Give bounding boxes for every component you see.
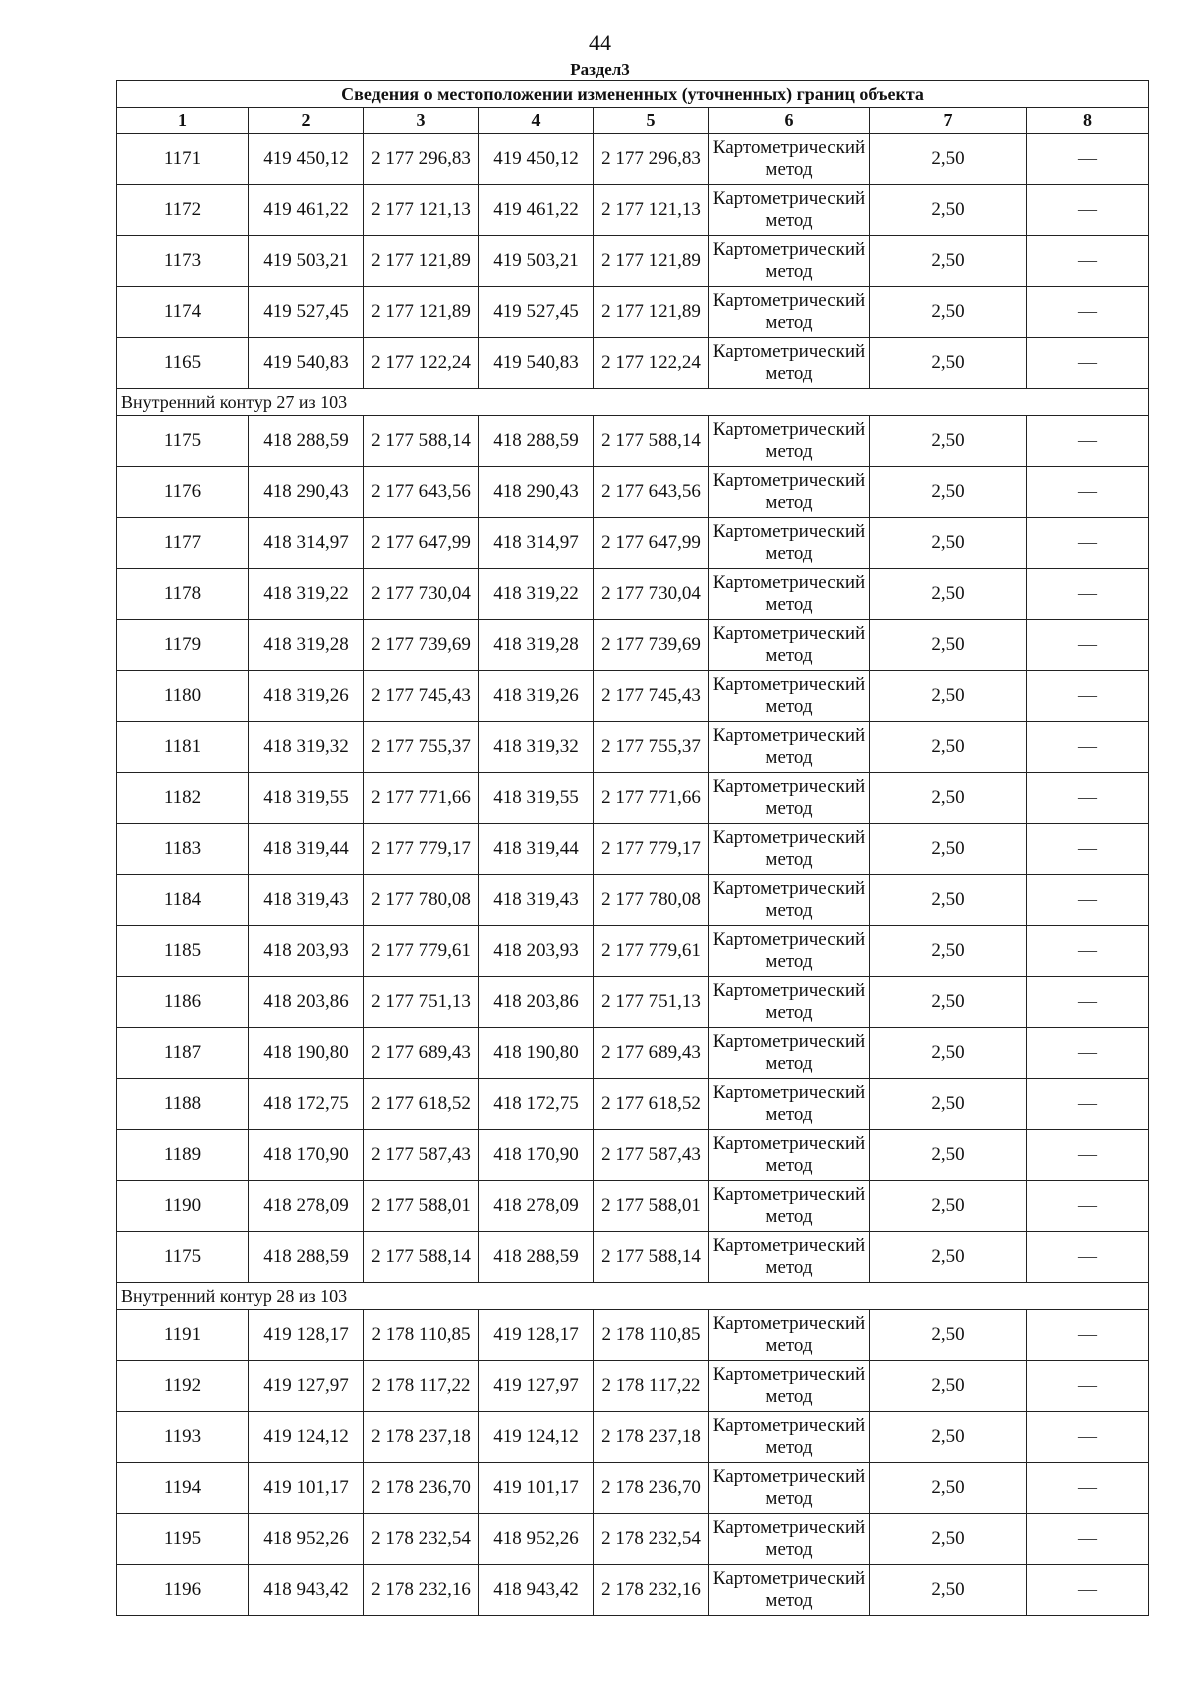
- accuracy-cell: 2,50: [870, 1565, 1027, 1616]
- y-old-cell: 2 178 110,85: [364, 1310, 479, 1361]
- x-old-cell: 418 314,97: [249, 518, 364, 569]
- table-caption: Сведения о местоположении измененных (уточненных) границ объекта: [117, 81, 1149, 108]
- accuracy-cell: 2,50: [870, 467, 1027, 518]
- description-cell: —: [1027, 1361, 1149, 1412]
- description-cell: —: [1027, 926, 1149, 977]
- point-number-cell: 1186: [117, 977, 249, 1028]
- point-number-cell: 1193: [117, 1412, 249, 1463]
- y-old-cell: 2 177 771,66: [364, 773, 479, 824]
- y-new-cell: 2 177 689,43: [594, 1028, 709, 1079]
- accuracy-cell: 2,50: [870, 1079, 1027, 1130]
- method-cell: Картометрический метод: [709, 1181, 870, 1232]
- table-caption-row: [117, 81, 1149, 108]
- point-number-cell: 1185: [117, 926, 249, 977]
- y-old-cell: 2 177 730,04: [364, 569, 479, 620]
- x-old-cell: 419 101,17: [249, 1463, 364, 1514]
- point-number-cell: 1189: [117, 1130, 249, 1181]
- x-old-cell: 418 319,44: [249, 824, 364, 875]
- table-row: [117, 1028, 1149, 1079]
- y-old-cell: 2 177 588,01: [364, 1181, 479, 1232]
- table-row: [117, 1514, 1149, 1565]
- accuracy-cell: 2,50: [870, 1412, 1027, 1463]
- table-row: [117, 773, 1149, 824]
- y-old-cell: 2 178 232,54: [364, 1514, 479, 1565]
- description-cell: —: [1027, 620, 1149, 671]
- y-new-cell: 2 177 647,99: [594, 518, 709, 569]
- x-old-cell: 418 288,59: [249, 416, 364, 467]
- point-number-cell: 1173: [117, 236, 249, 287]
- x-old-cell: 418 203,86: [249, 977, 364, 1028]
- x-old-cell: 418 288,59: [249, 1232, 364, 1283]
- y-new-cell: 2 177 779,17: [594, 824, 709, 875]
- y-old-cell: 2 178 117,22: [364, 1361, 479, 1412]
- column-number: 8: [1027, 108, 1149, 134]
- table-row: [117, 1463, 1149, 1514]
- contour-header-row: [117, 389, 1149, 416]
- accuracy-cell: 2,50: [870, 1028, 1027, 1079]
- table-row: [117, 1565, 1149, 1616]
- point-number-cell: 1190: [117, 1181, 249, 1232]
- point-number-cell: 1195: [117, 1514, 249, 1565]
- table-row: [117, 416, 1149, 467]
- description-cell: —: [1027, 1130, 1149, 1181]
- x-new-cell: 418 952,26: [479, 1514, 594, 1565]
- y-new-cell: 2 177 739,69: [594, 620, 709, 671]
- column-number-row: [117, 108, 1149, 134]
- y-new-cell: 2 177 779,61: [594, 926, 709, 977]
- method-cell: Картометрический метод: [709, 518, 870, 569]
- x-new-cell: 418 319,32: [479, 722, 594, 773]
- accuracy-cell: 2,50: [870, 134, 1027, 185]
- x-old-cell: 419 124,12: [249, 1412, 364, 1463]
- accuracy-cell: 2,50: [870, 185, 1027, 236]
- description-cell: —: [1027, 977, 1149, 1028]
- description-cell: —: [1027, 1412, 1149, 1463]
- table-row: [117, 1181, 1149, 1232]
- point-number-cell: 1171: [117, 134, 249, 185]
- x-new-cell: 418 170,90: [479, 1130, 594, 1181]
- point-number-cell: 1178: [117, 569, 249, 620]
- method-cell: Картометрический метод: [709, 1079, 870, 1130]
- x-old-cell: 419 128,17: [249, 1310, 364, 1361]
- y-old-cell: 2 177 121,89: [364, 287, 479, 338]
- accuracy-cell: 2,50: [870, 773, 1027, 824]
- x-old-cell: 418 319,22: [249, 569, 364, 620]
- point-number-cell: 1174: [117, 287, 249, 338]
- y-old-cell: 2 177 755,37: [364, 722, 479, 773]
- y-new-cell: 2 177 751,13: [594, 977, 709, 1028]
- point-number-cell: 1183: [117, 824, 249, 875]
- x-new-cell: 419 127,97: [479, 1361, 594, 1412]
- description-cell: —: [1027, 185, 1149, 236]
- point-number-cell: 1196: [117, 1565, 249, 1616]
- table-row: [117, 824, 1149, 875]
- description-cell: —: [1027, 671, 1149, 722]
- method-cell: Картометрический метод: [709, 416, 870, 467]
- x-old-cell: 418 190,80: [249, 1028, 364, 1079]
- accuracy-cell: 2,50: [870, 518, 1027, 569]
- table-row: [117, 671, 1149, 722]
- y-old-cell: 2 178 237,18: [364, 1412, 479, 1463]
- point-number-cell: 1179: [117, 620, 249, 671]
- x-new-cell: 419 503,21: [479, 236, 594, 287]
- y-new-cell: 2 177 588,01: [594, 1181, 709, 1232]
- description-cell: —: [1027, 1514, 1149, 1565]
- y-new-cell: 2 178 236,70: [594, 1463, 709, 1514]
- point-number-cell: 1175: [117, 1232, 249, 1283]
- column-number: 1: [117, 108, 249, 134]
- y-new-cell: 2 177 745,43: [594, 671, 709, 722]
- point-number-cell: 1172: [117, 185, 249, 236]
- table-row: [117, 467, 1149, 518]
- y-old-cell: 2 177 739,69: [364, 620, 479, 671]
- x-old-cell: 419 503,21: [249, 236, 364, 287]
- table-row: [117, 875, 1149, 926]
- method-cell: Картометрический метод: [709, 1130, 870, 1181]
- y-new-cell: 2 177 618,52: [594, 1079, 709, 1130]
- point-number-cell: 1184: [117, 875, 249, 926]
- table-row: [117, 1412, 1149, 1463]
- x-old-cell: 418 943,42: [249, 1565, 364, 1616]
- y-new-cell: 2 178 232,54: [594, 1514, 709, 1565]
- method-cell: Картометрический метод: [709, 287, 870, 338]
- method-cell: Картометрический метод: [709, 620, 870, 671]
- method-cell: Картометрический метод: [709, 467, 870, 518]
- table-row: [117, 185, 1149, 236]
- method-cell: Картометрический метод: [709, 134, 870, 185]
- table-row: [117, 134, 1149, 185]
- method-cell: Картометрический метод: [709, 1361, 870, 1412]
- column-number: 2: [249, 108, 364, 134]
- y-new-cell: 2 177 780,08: [594, 875, 709, 926]
- point-number-cell: 1180: [117, 671, 249, 722]
- y-new-cell: 2 177 588,14: [594, 1232, 709, 1283]
- x-new-cell: 418 290,43: [479, 467, 594, 518]
- table-row: [117, 518, 1149, 569]
- description-cell: —: [1027, 467, 1149, 518]
- point-number-cell: 1177: [117, 518, 249, 569]
- accuracy-cell: 2,50: [870, 338, 1027, 389]
- description-cell: —: [1027, 236, 1149, 287]
- y-new-cell: 2 177 730,04: [594, 569, 709, 620]
- x-new-cell: 419 128,17: [479, 1310, 594, 1361]
- description-cell: —: [1027, 569, 1149, 620]
- x-new-cell: 418 190,80: [479, 1028, 594, 1079]
- x-new-cell: 418 278,09: [479, 1181, 594, 1232]
- method-cell: Картометрический метод: [709, 722, 870, 773]
- x-new-cell: 419 527,45: [479, 287, 594, 338]
- y-new-cell: 2 177 643,56: [594, 467, 709, 518]
- accuracy-cell: 2,50: [870, 926, 1027, 977]
- x-new-cell: 419 124,12: [479, 1412, 594, 1463]
- accuracy-cell: 2,50: [870, 722, 1027, 773]
- accuracy-cell: 2,50: [870, 977, 1027, 1028]
- method-cell: Картометрический метод: [709, 977, 870, 1028]
- accuracy-cell: 2,50: [870, 1181, 1027, 1232]
- y-new-cell: 2 177 755,37: [594, 722, 709, 773]
- accuracy-cell: 2,50: [870, 824, 1027, 875]
- method-cell: Картометрический метод: [709, 1565, 870, 1616]
- method-cell: Картометрический метод: [709, 1514, 870, 1565]
- x-old-cell: 418 319,28: [249, 620, 364, 671]
- method-cell: Картометрический метод: [709, 824, 870, 875]
- x-old-cell: 419 527,45: [249, 287, 364, 338]
- table-row: [117, 722, 1149, 773]
- x-old-cell: 418 203,93: [249, 926, 364, 977]
- point-number-cell: 1194: [117, 1463, 249, 1514]
- description-cell: —: [1027, 1463, 1149, 1514]
- accuracy-cell: 2,50: [870, 1361, 1027, 1412]
- x-old-cell: 419 450,12: [249, 134, 364, 185]
- y-old-cell: 2 177 647,99: [364, 518, 479, 569]
- accuracy-cell: 2,50: [870, 1232, 1027, 1283]
- y-old-cell: 2 177 689,43: [364, 1028, 479, 1079]
- y-new-cell: 2 178 232,16: [594, 1565, 709, 1616]
- accuracy-cell: 2,50: [870, 1514, 1027, 1565]
- x-new-cell: 418 319,43: [479, 875, 594, 926]
- x-old-cell: 418 290,43: [249, 467, 364, 518]
- point-number-cell: 1175: [117, 416, 249, 467]
- description-cell: —: [1027, 287, 1149, 338]
- table-row: [117, 1361, 1149, 1412]
- column-number: 4: [479, 108, 594, 134]
- accuracy-cell: 2,50: [870, 287, 1027, 338]
- y-new-cell: 2 177 296,83: [594, 134, 709, 185]
- table-row: [117, 1232, 1149, 1283]
- method-cell: Картометрический метод: [709, 338, 870, 389]
- description-cell: —: [1027, 134, 1149, 185]
- accuracy-cell: 2,50: [870, 236, 1027, 287]
- description-cell: —: [1027, 1232, 1149, 1283]
- method-cell: Картометрический метод: [709, 1310, 870, 1361]
- description-cell: —: [1027, 1028, 1149, 1079]
- point-number-cell: 1191: [117, 1310, 249, 1361]
- method-cell: Картометрический метод: [709, 1463, 870, 1514]
- x-new-cell: 418 319,28: [479, 620, 594, 671]
- contour-label: Внутренний контур 28 из 103: [117, 1283, 1149, 1310]
- accuracy-cell: 2,50: [870, 671, 1027, 722]
- description-cell: —: [1027, 338, 1149, 389]
- y-old-cell: 2 177 745,43: [364, 671, 479, 722]
- column-number: 3: [364, 108, 479, 134]
- description-cell: —: [1027, 1310, 1149, 1361]
- y-old-cell: 2 177 588,14: [364, 1232, 479, 1283]
- description-cell: —: [1027, 1181, 1149, 1232]
- boundary-table: [116, 80, 1149, 1616]
- y-old-cell: 2 177 121,89: [364, 236, 479, 287]
- description-cell: —: [1027, 875, 1149, 926]
- point-number-cell: 1192: [117, 1361, 249, 1412]
- table-row: [117, 569, 1149, 620]
- point-number-cell: 1165: [117, 338, 249, 389]
- x-new-cell: 418 288,59: [479, 416, 594, 467]
- x-new-cell: 418 314,97: [479, 518, 594, 569]
- y-new-cell: 2 177 771,66: [594, 773, 709, 824]
- x-new-cell: 419 461,22: [479, 185, 594, 236]
- x-old-cell: 418 952,26: [249, 1514, 364, 1565]
- x-new-cell: 419 101,17: [479, 1463, 594, 1514]
- x-new-cell: 418 319,44: [479, 824, 594, 875]
- x-old-cell: 419 461,22: [249, 185, 364, 236]
- table-row: [117, 926, 1149, 977]
- y-old-cell: 2 177 780,08: [364, 875, 479, 926]
- x-old-cell: 418 319,43: [249, 875, 364, 926]
- accuracy-cell: 2,50: [870, 1310, 1027, 1361]
- y-old-cell: 2 178 232,16: [364, 1565, 479, 1616]
- point-number-cell: 1187: [117, 1028, 249, 1079]
- column-number: 6: [709, 108, 870, 134]
- x-old-cell: 418 319,26: [249, 671, 364, 722]
- table-row: [117, 287, 1149, 338]
- method-cell: Картометрический метод: [709, 1412, 870, 1463]
- description-cell: —: [1027, 824, 1149, 875]
- description-cell: —: [1027, 722, 1149, 773]
- y-old-cell: 2 177 779,61: [364, 926, 479, 977]
- y-old-cell: 2 177 122,24: [364, 338, 479, 389]
- method-cell: Картометрический метод: [709, 569, 870, 620]
- y-old-cell: 2 177 587,43: [364, 1130, 479, 1181]
- x-old-cell: 419 127,97: [249, 1361, 364, 1412]
- method-cell: Картометрический метод: [709, 773, 870, 824]
- table-row: [117, 1079, 1149, 1130]
- y-old-cell: 2 177 588,14: [364, 416, 479, 467]
- contour-header-row: [117, 1283, 1149, 1310]
- accuracy-cell: 2,50: [870, 416, 1027, 467]
- y-new-cell: 2 177 121,89: [594, 236, 709, 287]
- description-cell: —: [1027, 773, 1149, 824]
- y-old-cell: 2 177 643,56: [364, 467, 479, 518]
- description-cell: —: [1027, 416, 1149, 467]
- column-number: 5: [594, 108, 709, 134]
- point-number-cell: 1182: [117, 773, 249, 824]
- x-new-cell: 418 203,93: [479, 926, 594, 977]
- y-old-cell: 2 177 296,83: [364, 134, 479, 185]
- x-old-cell: 418 170,90: [249, 1130, 364, 1181]
- y-new-cell: 2 178 237,18: [594, 1412, 709, 1463]
- y-old-cell: 2 177 618,52: [364, 1079, 479, 1130]
- x-new-cell: 418 943,42: [479, 1565, 594, 1616]
- x-new-cell: 419 450,12: [479, 134, 594, 185]
- y-old-cell: 2 177 751,13: [364, 977, 479, 1028]
- y-old-cell: 2 178 236,70: [364, 1463, 479, 1514]
- method-cell: Картометрический метод: [709, 671, 870, 722]
- x-old-cell: 418 172,75: [249, 1079, 364, 1130]
- description-cell: —: [1027, 1565, 1149, 1616]
- column-number: 7: [870, 108, 1027, 134]
- table-row: [117, 1130, 1149, 1181]
- x-new-cell: 418 203,86: [479, 977, 594, 1028]
- y-new-cell: 2 177 588,14: [594, 416, 709, 467]
- method-cell: Картометрический метод: [709, 875, 870, 926]
- y-new-cell: 2 178 110,85: [594, 1310, 709, 1361]
- table-row: [117, 1310, 1149, 1361]
- x-old-cell: 418 319,32: [249, 722, 364, 773]
- point-number-cell: 1176: [117, 467, 249, 518]
- y-old-cell: 2 177 779,17: [364, 824, 479, 875]
- page-number: 44: [589, 30, 611, 55]
- x-old-cell: 418 278,09: [249, 1181, 364, 1232]
- table-row: [117, 620, 1149, 671]
- x-new-cell: 418 172,75: [479, 1079, 594, 1130]
- y-new-cell: 2 177 121,13: [594, 185, 709, 236]
- y-old-cell: 2 177 121,13: [364, 185, 479, 236]
- accuracy-cell: 2,50: [870, 875, 1027, 926]
- accuracy-cell: 2,50: [870, 620, 1027, 671]
- x-new-cell: 419 540,83: [479, 338, 594, 389]
- contour-label: Внутренний контур 27 из 103: [117, 389, 1149, 416]
- y-new-cell: 2 177 121,89: [594, 287, 709, 338]
- x-new-cell: 418 319,26: [479, 671, 594, 722]
- point-number-cell: 1188: [117, 1079, 249, 1130]
- method-cell: Картометрический метод: [709, 1232, 870, 1283]
- description-cell: —: [1027, 1079, 1149, 1130]
- x-new-cell: 418 319,22: [479, 569, 594, 620]
- accuracy-cell: 2,50: [870, 1463, 1027, 1514]
- description-cell: —: [1027, 518, 1149, 569]
- method-cell: Картометрический метод: [709, 236, 870, 287]
- table-body: [117, 81, 1149, 1616]
- method-cell: Картометрический метод: [709, 1028, 870, 1079]
- y-new-cell: 2 177 122,24: [594, 338, 709, 389]
- table-row: [117, 236, 1149, 287]
- y-new-cell: 2 178 117,22: [594, 1361, 709, 1412]
- y-new-cell: 2 177 587,43: [594, 1130, 709, 1181]
- method-cell: Картометрический метод: [709, 926, 870, 977]
- point-number-cell: 1181: [117, 722, 249, 773]
- method-cell: Картометрический метод: [709, 185, 870, 236]
- x-old-cell: 419 540,83: [249, 338, 364, 389]
- accuracy-cell: 2,50: [870, 569, 1027, 620]
- table-row: [117, 338, 1149, 389]
- accuracy-cell: 2,50: [870, 1130, 1027, 1181]
- table-row: [117, 977, 1149, 1028]
- x-new-cell: 418 288,59: [479, 1232, 594, 1283]
- section-title: Раздел3: [570, 60, 630, 79]
- x-old-cell: 418 319,55: [249, 773, 364, 824]
- x-new-cell: 418 319,55: [479, 773, 594, 824]
